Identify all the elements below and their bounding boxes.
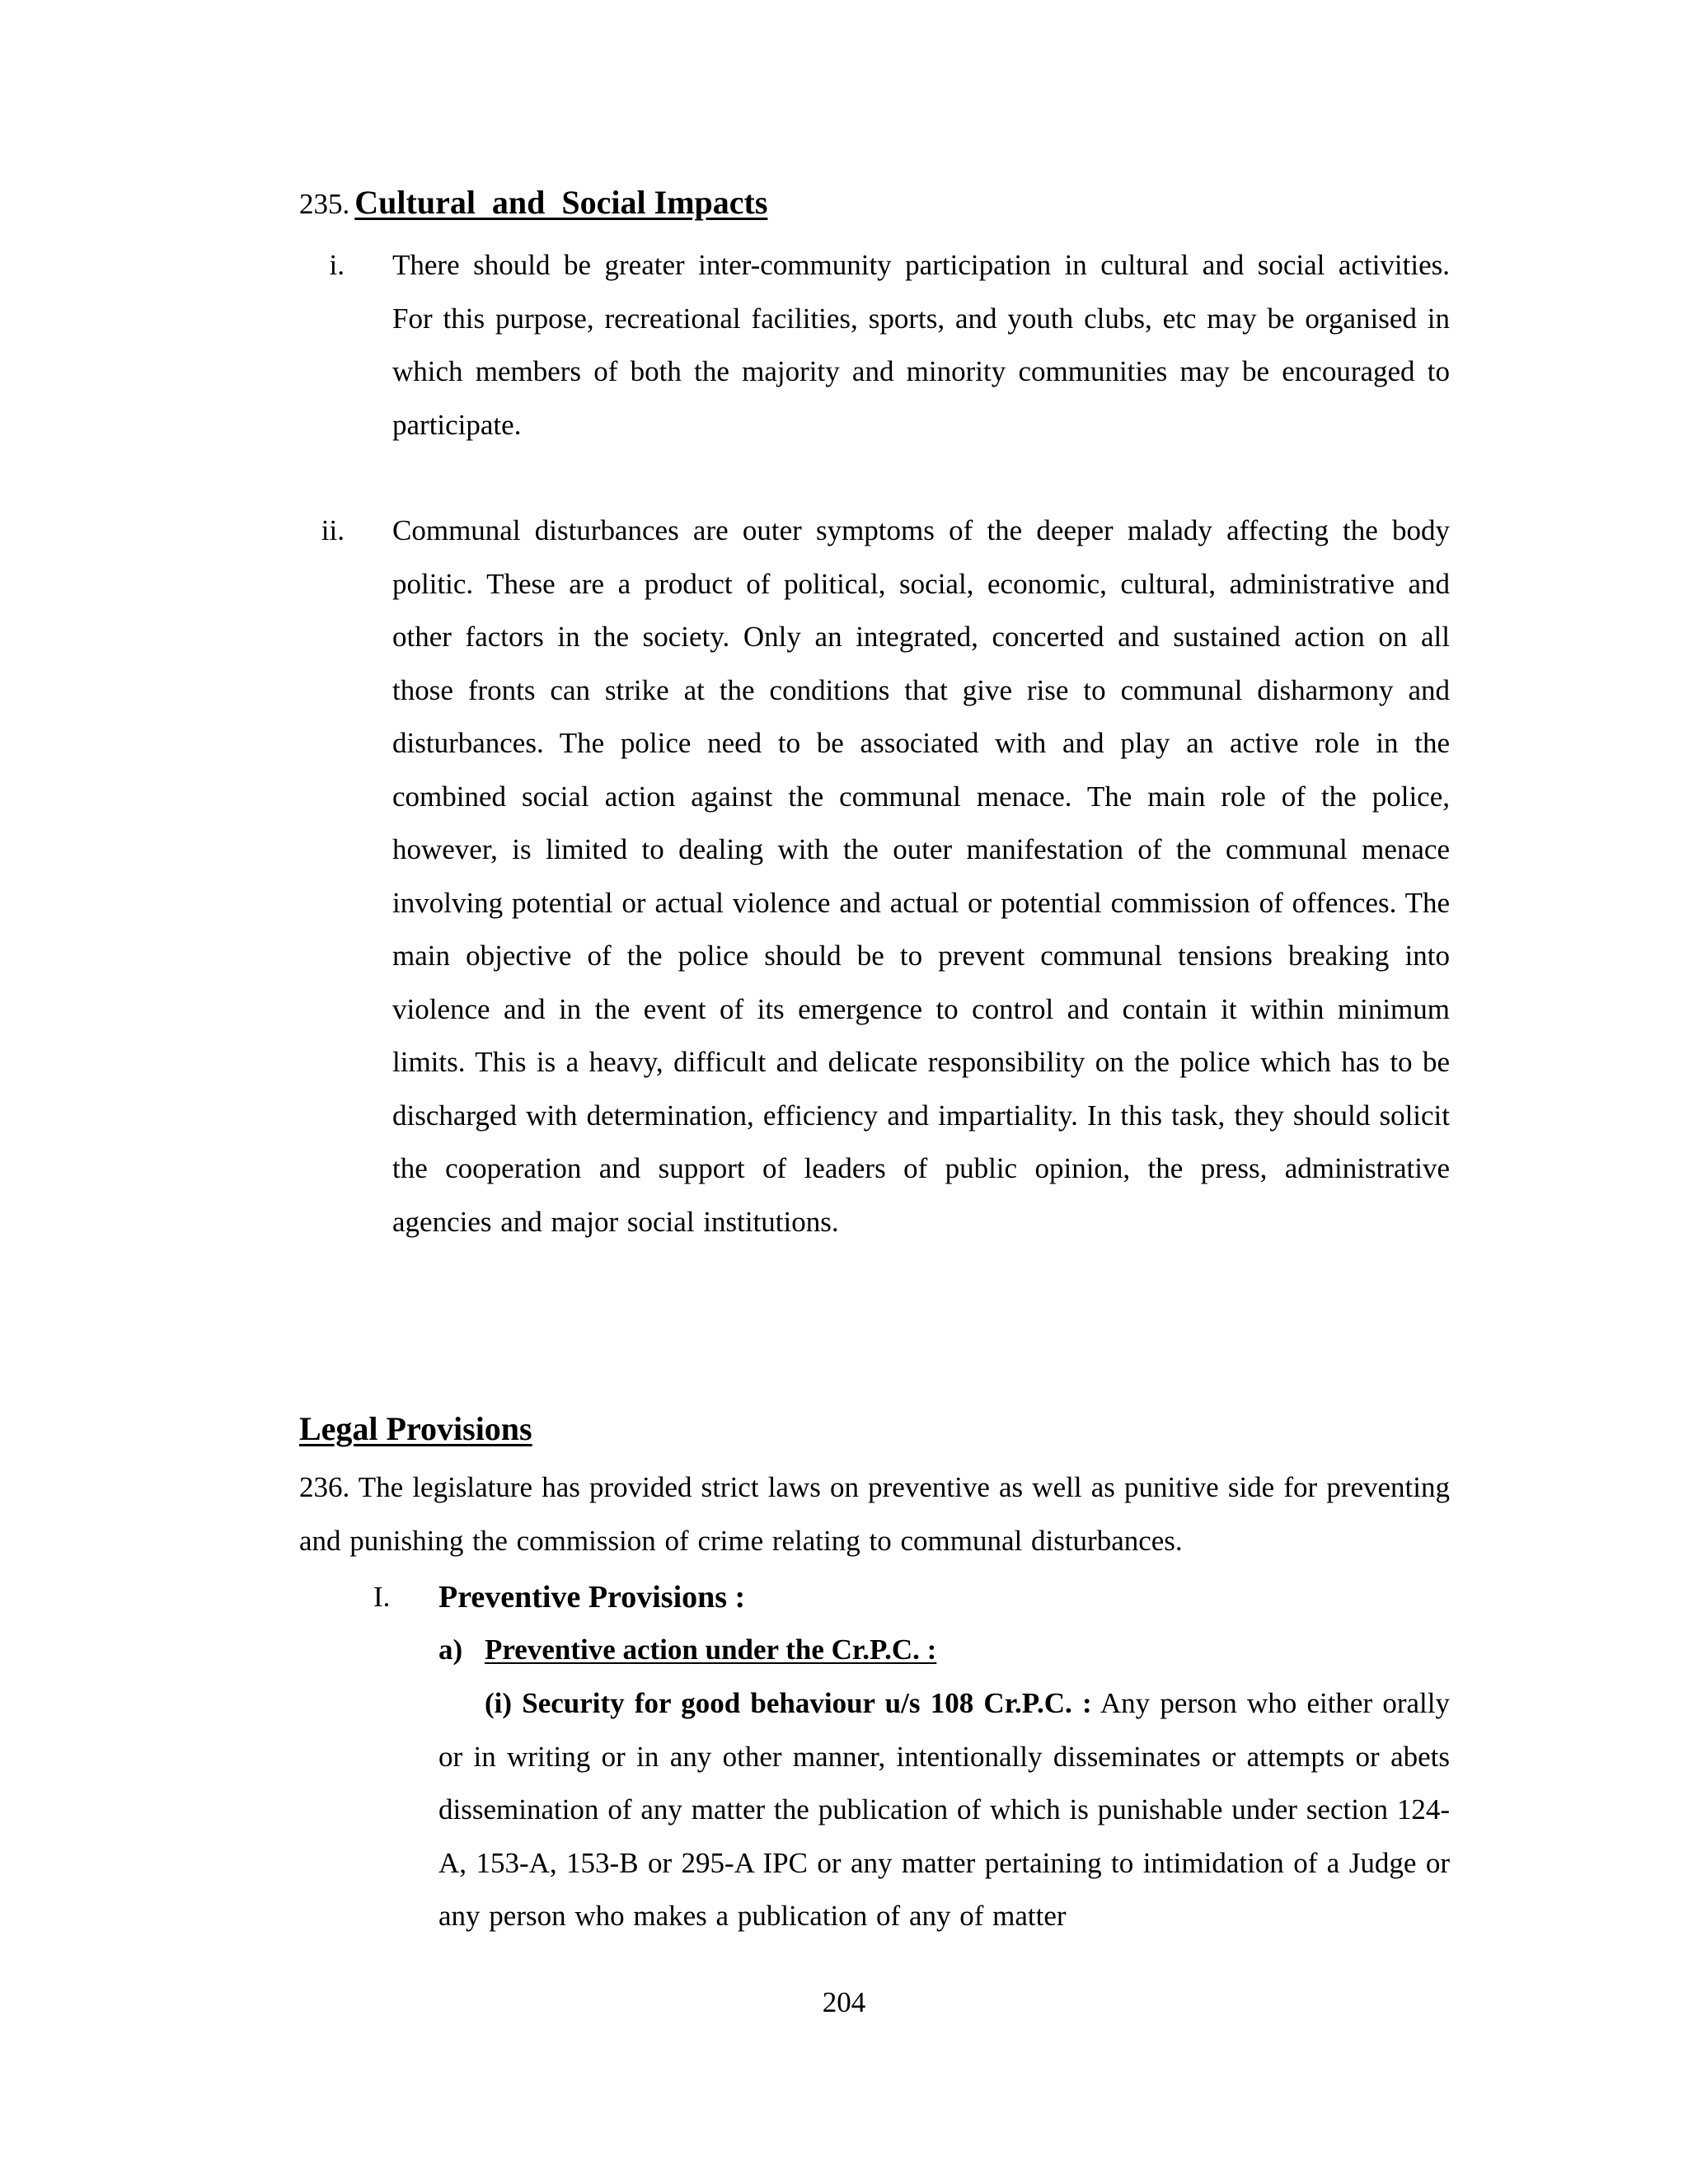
- paragraph-236: 236. The legislature has provided strict laws on preventive as well as punitive side for preventing and punishing the commission of crime relating to communal disturbances.: [299, 1471, 1450, 1557]
- item-i-text: Any person who either orally or in writing or in any other manner, intentionally disseminates or attempts or abets dissemination of any matter the publication of which is punishable under section 124-A, 153-A, 153-B or 295-A IPC or any matter pertaining to intimidation of a Judge or any person who makes a publication of any of matter: [438, 1687, 1450, 1932]
- section-number: 235.: [299, 188, 350, 220]
- section-heading: Cultural and Social Impacts: [354, 184, 768, 221]
- sub-a-heading: Preventive action under the Cr.P.C. :: [485, 1633, 937, 1666]
- legal-provisions-heading: Legal Provisions: [299, 1410, 532, 1447]
- item-i-paragraph: [438, 1677, 1450, 1943]
- section-235-heading-row: [299, 183, 767, 222]
- list-item-text: There should be greater inter-community participation in cultural and social activities. For this purpose, recreational facilities, sports, and youth clubs, etc may be organised in which members of both the majority and minority communities may be encouraged to participate.: [392, 249, 1450, 441]
- page-number: 204: [822, 1986, 866, 2018]
- list-marker: i.: [329, 249, 345, 281]
- list-marker: ii.: [321, 514, 345, 546]
- item-i-lead: (i) Security for good behaviour u/s 108 Cr.P.C. :: [485, 1687, 1092, 1719]
- preventive-heading: Preventive Provisions :: [438, 1580, 746, 1615]
- sub-a-marker: a): [438, 1633, 463, 1666]
- preventive-marker: I.: [373, 1581, 391, 1613]
- list-item-text: Communal disturbances are outer symptoms of the deeper malady affecting the body politic. These are a product of political, social, economic, cultural, administrative and other factors in the society. Only an integrated, concerted and sustained action on all those fronts can strike at the conditions that give rise to communal disharmony and disturbances. The police need to be associated with and play an active role in the combined social action against the communal menace. The main role of the police, however, is limited to dealing with the outer manifestation of the communal menace involving potential or actual violence and actual or potential commission of offences. The main objective of the police should be to prevent communal tensions breaking into violence and in the event of its emergence to control and contain it within minimum limits. This is a heavy, difficult and delicate responsibility on the police which has to be discharged with determination, efficiency and impartiality. In this task, they should solicit the cooperation and support of leaders of public opinion, the press, administrative agencies and major social institutions.: [392, 514, 1450, 1238]
